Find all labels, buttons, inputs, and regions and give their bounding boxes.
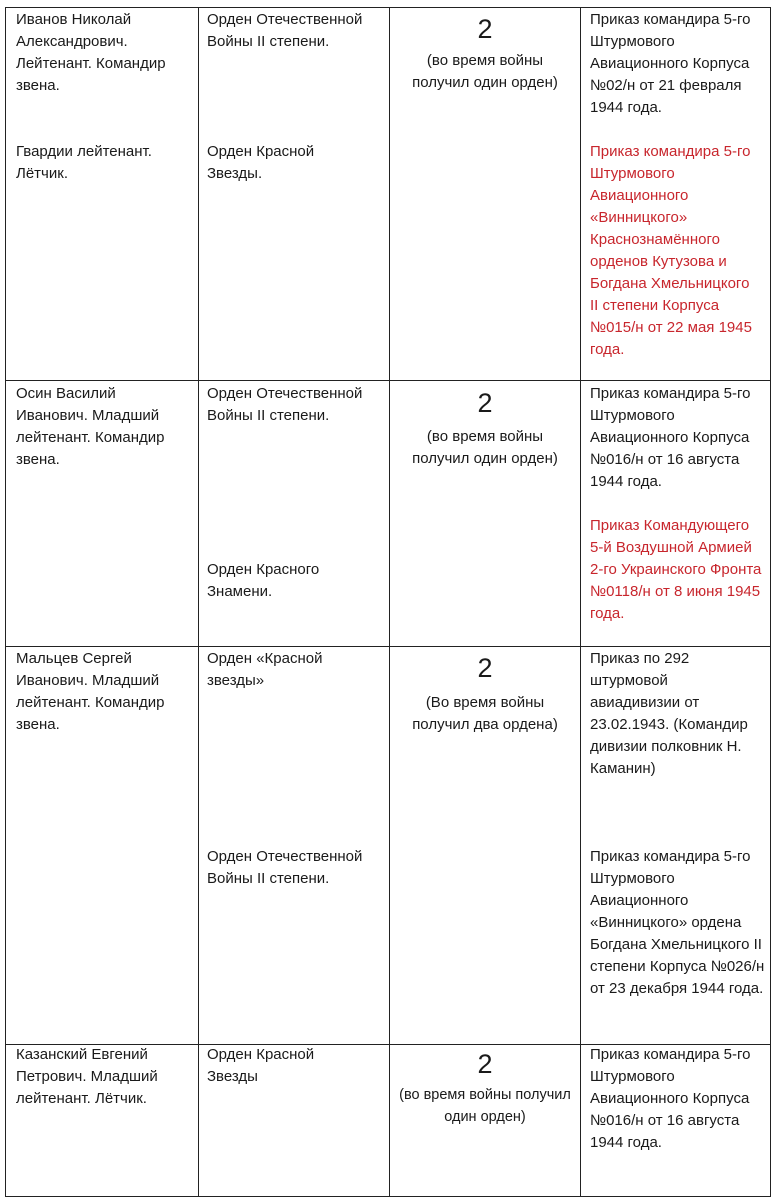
recipient-name: Иванов Николай Александрович. Лейтенант. Командир звена. xyxy=(16,11,166,94)
award-decree: Приказ командира 5-го Штурмового Авиационного Корпуса №016/н от 16 августа 1944 года. xyxy=(590,385,751,490)
award-count-note: (во время войны получил один орден) xyxy=(412,52,558,91)
award-name: Орден Красной Звезды. xyxy=(207,143,315,182)
column-divider xyxy=(198,7,199,1197)
recipient-name: Казанский Евгений Петрович. Младший лейтенант. Лётчик. xyxy=(16,1046,158,1107)
award-name: Орден Отечественной Войны II степени. xyxy=(207,385,363,424)
award-name: Орден Красного Знамени. xyxy=(207,561,320,600)
award-decree-highlighted: Приказ Командующего 5-й Воздушной Армией 2-го Украинского Фронта №0118/н от 8 июня 1945 года. xyxy=(590,517,762,622)
row-divider xyxy=(5,380,771,381)
award-count-note: (Во время войны получил два ордена) xyxy=(412,694,558,733)
award-name: Орден Красной Звезды xyxy=(207,1046,315,1085)
table-border-top xyxy=(5,7,771,8)
award-count: 2 xyxy=(477,1049,493,1079)
table-border-bottom xyxy=(5,1196,771,1197)
column-divider xyxy=(770,7,771,1197)
column-divider xyxy=(580,7,581,1197)
award-name: Орден «Красной звезды» xyxy=(207,650,323,689)
award-count-note: (во время войны получил один орден) xyxy=(399,1087,571,1125)
award-decree-highlighted: Приказ командира 5-го Штурмового Авиационного «Винницкого» Краснознамённого орденов Кутузова и Богдана Хмельницкого II степени Корпуса №015/н от 22 мая 1945 года. xyxy=(590,143,752,358)
recipient-rank: Гвардии лейтенант. Лётчик. xyxy=(16,143,152,182)
award-name: Орден Отечественной Войны II степени. xyxy=(207,11,363,50)
recipient-name: Мальцев Сергей Иванович. Младший лейтенант. Командир звена. xyxy=(16,650,165,733)
row-divider xyxy=(5,646,771,647)
award-decree: Приказ командира 5-го Штурмового Авиационного Корпуса №016/н от 16 августа 1944 года. xyxy=(590,1046,751,1151)
recipient-name: Осин Василий Иванович. Младший лейтенант. Командир звена. xyxy=(16,385,165,468)
award-decree: Приказ командира 5-го Штурмового Авиационного Корпуса №02/н от 21 февраля 1944 года. xyxy=(590,11,751,116)
award-count: 2 xyxy=(477,14,493,44)
column-divider xyxy=(5,7,6,1197)
award-count: 2 xyxy=(477,653,493,683)
column-divider xyxy=(389,7,390,1197)
award-decree: Приказ по 292 штурмовой авиадивизии от 23.02.1943. (Командир дивизии полковник Н. Каманин) xyxy=(590,650,748,777)
award-count: 2 xyxy=(477,388,493,418)
award-decree: Приказ командира 5-го Штурмового Авиационного «Винницкого» ордена Богдана Хмельницкого II степени Корпуса №026/н от 23 декабря 1944 года. xyxy=(590,848,765,997)
award-name: Орден Отечественной Войны II степени. xyxy=(207,848,363,887)
award-count-note: (во время войны получил один орден) xyxy=(412,428,558,467)
